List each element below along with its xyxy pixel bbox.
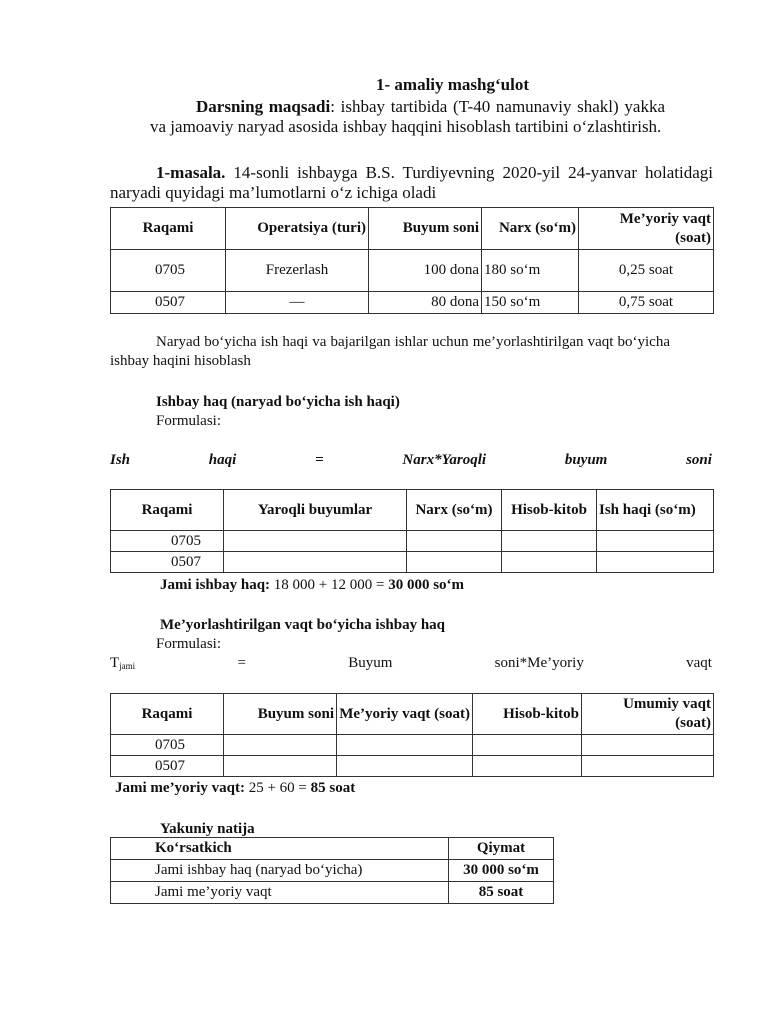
table-cell: 100 dona — [369, 250, 482, 292]
formula-term: Ish — [110, 452, 131, 468]
formula-term: soni*Me’yoriy — [494, 655, 584, 671]
table-cell: 85 soat — [449, 882, 554, 904]
table-cell: 0507 — [111, 756, 224, 777]
table-cell — [597, 531, 714, 552]
table-cell — [224, 756, 337, 777]
formula-term: buyum — [564, 452, 608, 468]
table-cell — [473, 756, 582, 777]
col-header: Yaroqli buyumlar — [224, 490, 407, 531]
table-row — [111, 860, 554, 882]
col-header: Buyum soni — [369, 208, 482, 250]
table-row — [111, 882, 554, 904]
table-cell: 80 dona — [369, 292, 482, 314]
goal-text: : ishbay tartibida (T-40 namunaviy shakl) yakka va jamoaviy naryad asosida ishbay haqqini hisoblash tartibini o‘zlashtirish. — [150, 97, 665, 136]
table-cell: Frezerlash — [226, 250, 369, 292]
goal-paragraph — [150, 97, 665, 137]
col-header: Raqami — [111, 694, 224, 735]
col-header: Hisob-kitob — [502, 490, 597, 531]
table-cell: 0705 — [111, 250, 226, 292]
formula-term: = — [237, 655, 246, 671]
table-row — [111, 292, 714, 314]
total-expr: 18 000 + 12 000 = — [270, 577, 389, 593]
piecework-formula — [110, 451, 712, 470]
formula-term: soni — [686, 452, 712, 468]
col-header: Hisob-kitob — [473, 694, 582, 735]
total-label: Jami ishbay haq: — [160, 577, 271, 593]
order-table — [110, 207, 714, 314]
task-paragraph — [110, 163, 713, 203]
final-table — [110, 837, 554, 904]
col-header: Ko‘rsatkich — [111, 838, 449, 860]
table-cell: 30 000 so‘m — [449, 860, 554, 882]
table-cell — [582, 756, 714, 777]
table-row — [111, 756, 714, 777]
formula-label: Formulasi: — [156, 636, 222, 652]
page-title: 1- amaliy mashg‘ulot — [376, 75, 529, 94]
table-cell — [582, 735, 714, 756]
naryad-paragraph: Naryad bo‘yicha ish haqi va bajarilgan ishlar uchun me’yorlashtirilgan vaqt bo‘yicha ishbay haqini hisoblash — [110, 334, 670, 369]
table-cell: 150 so‘m — [482, 292, 579, 314]
total-result: 85 soat — [310, 780, 356, 796]
wage-table — [110, 489, 714, 573]
formula-term: $T_{jami}$ — [110, 655, 136, 671]
table-row — [111, 552, 714, 573]
formula-term: = — [315, 452, 324, 468]
table-cell: 0705 — [111, 531, 224, 552]
col-header: Umumiy vaqt (soat) — [582, 694, 714, 735]
col-header: Raqami — [111, 208, 226, 250]
table-cell — [407, 531, 502, 552]
table-row — [111, 531, 714, 552]
table-row — [111, 735, 714, 756]
table-header-row — [111, 838, 554, 860]
table-cell — [224, 531, 407, 552]
table-header-row — [111, 694, 714, 735]
table-cell: 0,25 soat — [579, 250, 714, 292]
total-piecework — [160, 576, 464, 595]
normtime-table — [110, 693, 714, 777]
table-cell — [502, 552, 597, 573]
total-expr: 25 + 60 = — [244, 780, 311, 796]
section-heading-piecework: Ishbay haq (naryad bo‘yicha ish haqi) — [156, 394, 400, 410]
table-cell: 0705 — [111, 735, 224, 756]
col-header: Ish haqi (so‘m) — [597, 490, 714, 531]
table-row — [111, 250, 714, 292]
formula-label: Formulasi: — [156, 413, 222, 429]
table-cell — [407, 552, 502, 573]
table-cell — [473, 735, 582, 756]
table-cell: 180 so‘m — [482, 250, 579, 292]
formula-term: Buyum — [348, 655, 393, 671]
table-cell: 0507 — [111, 552, 224, 573]
table-cell — [224, 735, 337, 756]
table-cell — [337, 735, 473, 756]
table-cell: Jami me’yoriy vaqt — [111, 882, 449, 904]
table-cell: 0,75 soat — [579, 292, 714, 314]
col-header: Narx (so‘m) — [482, 208, 579, 250]
formula-term: haqi — [208, 452, 237, 468]
table-cell — [502, 531, 597, 552]
total-label: Jami me’yoriy vaqt: — [115, 780, 245, 796]
task-text: 14-sonli ishbayga B.S. Turdiyevning 2020-yil 24-yanvar holatidagi naryadi quyidagi ma’lumotlarni o‘z ichiga oladi — [110, 163, 713, 202]
task-label: 1-masala. — [156, 163, 226, 182]
col-header: Qiymat — [449, 838, 554, 860]
table-cell: Jami ishbay haq (naryad bo‘yicha) — [111, 860, 449, 882]
col-header: Raqami — [111, 490, 224, 531]
col-header: Me’yoriy vaqt (soat) — [579, 208, 714, 250]
table-cell — [224, 552, 407, 573]
goal-label: Darsning maqsadi — [196, 97, 331, 116]
col-header: Me’yoriy vaqt (soat) — [337, 694, 473, 735]
total-normtime — [115, 779, 355, 798]
formula-term: Narx*Yaroqli — [402, 452, 487, 468]
col-header: Operatsiya (turi) — [226, 208, 369, 250]
table-header-row — [111, 490, 714, 531]
col-header: Buyum soni — [224, 694, 337, 735]
table-cell: 0507 — [111, 292, 226, 314]
total-result: 30 000 so‘m — [388, 577, 465, 593]
section-heading-normtime: Me’yorlashtirilgan vaqt bo‘yicha ishbay haq — [160, 617, 446, 633]
formula-term: vaqt — [686, 655, 712, 671]
table-cell: — — [226, 292, 369, 314]
final-heading: Yakuniy natija — [160, 821, 255, 837]
table-header-row — [111, 208, 714, 250]
normtime-formula — [110, 654, 712, 676]
table-cell — [597, 552, 714, 573]
col-header: Narx (so‘m) — [407, 490, 502, 531]
table-cell — [337, 756, 473, 777]
